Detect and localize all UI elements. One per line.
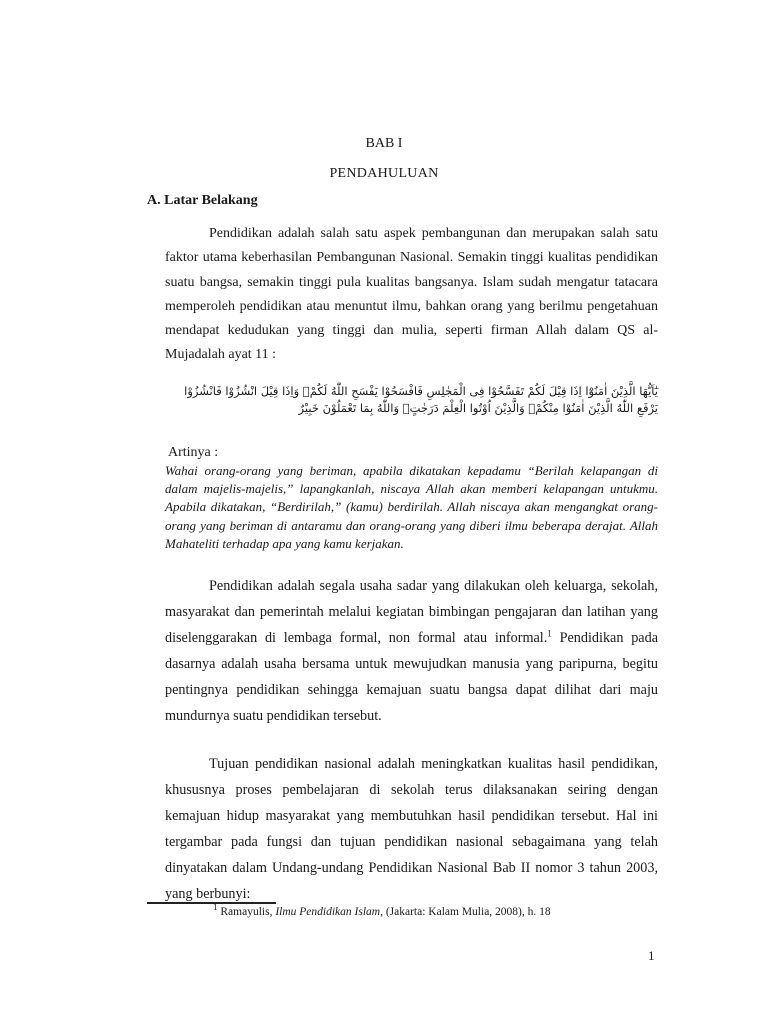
footnote-publication: (Jakarta: Kalam Mulia, 2008), h. 18 [382, 906, 551, 918]
paragraph-3-text: Tujuan pendidikan nasional adalah meningkatkan kualitas hasil pendidikan, khususnya proses pembelajaran di sekolah terus dilaksanakan seiring dengan kemajuan hidup masyarakat yang membutuhkan hasil pendidikan tersebut. Hal ini tergambar pada fungsi dan tujuan pendidikan nasional sebagaimana yang telah dinyatakan dalam Undang-undang Pendidikan Nasional Bab II nomor 3 tahun 2003, yang berbunyi: [165, 756, 658, 902]
footnote-number: 1 [213, 902, 218, 913]
paragraph-3 [165, 751, 658, 907]
footnote-author: Ramayulis, [217, 906, 276, 918]
paragraph-2-text-b: Pendidikan pada dasarnya adalah usaha bersama untuk mewujudkan manusia yang paripurna, begitu pentingnya pendidikan sehingga kemajuan suatu bangsa dapat dilihat dari maju mundurnya suatu pendidikan tersebut. [165, 630, 658, 724]
paragraph-1 [165, 222, 658, 368]
translation-label: Artinya : [168, 445, 219, 460]
chapter-number: BAB I [365, 136, 403, 151]
verse-translation: Wahai orang-orang yang beriman, apabila dikatakan kepadamu “Berilah kelapangan di dalam majelis-majelis,” lapangkanlah, niscaya Allah akan memberi kelapangan untukmu. Apabila dikatakan, “Berdirilah,” (kamu) berdirilah. Allah niscaya akan mengangkat orang-orang yang beriman di antaramu dan orang-orang yang diberi ilmu beberapa derajat. Allah Mahateliti terhadap apa yang kamu kerjakan. [165, 463, 658, 551]
footnote-reference[interactable]: 1 [547, 628, 552, 639]
page-number: 1 [648, 948, 655, 963]
chapter-title: PENDAHULUAN [329, 166, 439, 181]
footnote [213, 902, 551, 918]
paragraph-1-text: Pendidikan adalah salah satu aspek pembangunan dan merupakan salah satu faktor utama keberhasilan Pembangunan Nasional. Semakin tinggi kualitas pendidikan suatu bangsa, semakin tinggi pula kualitas bangsanya. Islam sudah mengatur tatacara memperoleh pendidikan atau menuntut ilmu, bahkan orang yang berilmu pengetahuan mendapat kedudukan yang tinggi dan mulia, seperti firman Allah dalam QS al-Mujadalah ayat 11 : [165, 226, 658, 363]
section-heading: A. Latar Belakang [147, 193, 258, 208]
footnote-book-title: Ilmu Pendidikan Islam, [275, 906, 383, 918]
paragraph-2-text-a: Pendidikan adalah segala usaha sadar yang dilakukan oleh keluarga, sekolah, masyarakat dan pemerintah melalui kegiatan bimbingan pengajaran dan latihan yang diselenggarakan di lembaga formal, non formal atau informal. [165, 578, 658, 646]
footnote-separator [147, 902, 276, 904]
quran-verse-arabic: يٰٓاَيُّهَا الَّذِيْنَ اٰمَنُوْٓا اِذَا قِيْلَ لَكُمْ تَفَسَّحُوْا فِى الْمَجٰلِسِ فَافْسَحُوْا يَفْسَحِ اللّٰهُ لَكُمْۚ وَاِذَا قِيْلَ انْشُزُوْا فَانْشُزُوْا يَرْفَعِ اللّٰهُ الَّذِيْنَ اٰمَنُوْا مِنْكُمْۙ وَالَّذِيْنَ اُوْتُوا الْعِلْمَ دَرَجٰتٍۗ وَاللّٰهُ بِمَا تَعْمَلُوْنَ خَبِيْرٌ [184, 384, 658, 415]
paragraph-2 [165, 573, 658, 729]
